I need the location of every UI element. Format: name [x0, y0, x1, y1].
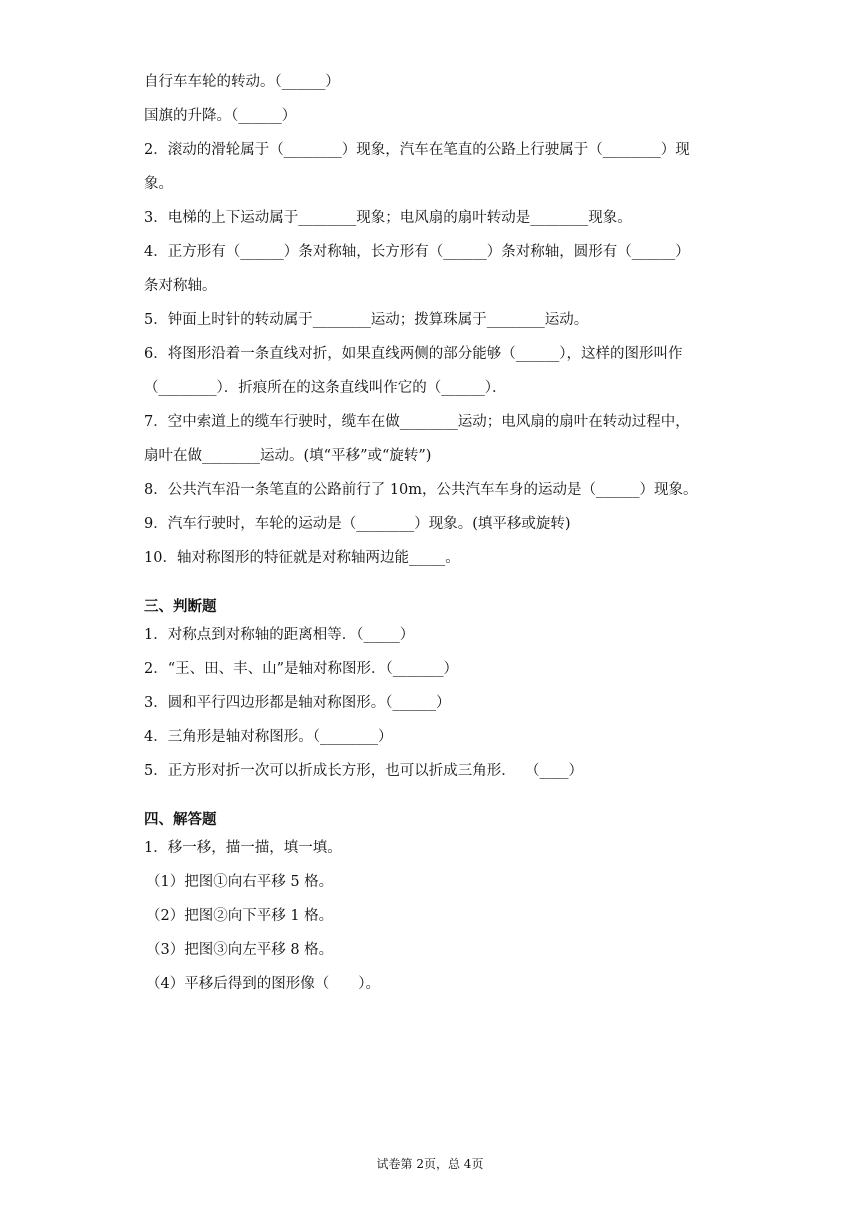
question-line: 6．将图形沿着一条直线对折，如果直线两侧的部分能够（______），这样的图形叫作: [144, 346, 683, 362]
question-line: 5．钟面上时针的转动属于________运动；拨算珠属于________运动。: [144, 312, 589, 328]
question-line: 4．正方形有（______）条对称轴，长方形有（______）条对称轴，圆形有（______）: [144, 244, 690, 260]
answer-subitem: （1）把图①向右平移 5 格。: [146, 874, 334, 890]
section-heading-answer: 四、解答题: [144, 811, 217, 828]
judgement-item: 4．三角形是轴对称图形。（________）: [144, 729, 393, 745]
judgement-item: 5．正方形对折一次可以折成长方形，也可以折成三角形． （____）: [144, 763, 583, 779]
question-line: 9．汽车行驶时，车轮的运动是（________）现象。(填平移或旋转): [144, 516, 571, 532]
answer-item: 1．移一移，描一描，填一填。: [144, 840, 342, 856]
page-footer: 试卷第 2页，总 4页: [376, 1157, 484, 1171]
judgement-item: 3．圆和平行四边形都是轴对称图形。（______）: [144, 695, 451, 711]
question-line: 自行车车轮的转动。（______）: [144, 74, 340, 90]
question-line: 10．轴对称图形的特征就是对称轴两边能_____。: [144, 550, 460, 566]
answer-subitem: （2）把图②向下平移 1 格。: [146, 908, 334, 924]
section-heading-judgement: 三、判断题: [144, 598, 217, 615]
question-line: 国旗的升降。（______）: [144, 108, 297, 124]
answer-subitem: （3）把图③向左平移 8 格。: [146, 942, 334, 958]
question-line: 扇叶在做________运动。(填“平移”或“旋转”): [144, 448, 432, 464]
question-line: 象。: [144, 176, 173, 192]
question-line: 7．空中索道上的缆车行驶时，缆车在做________运动；电风扇的扇叶在转动过程中，: [144, 414, 690, 430]
judgement-item: 2．“王、田、丰、山”是轴对称图形．（_______）: [144, 661, 459, 677]
question-line: 2．滚动的滑轮属于（________）现象，汽车在笔直的公路上行驶属于（________）现: [144, 142, 690, 158]
question-line: （________）．折痕所在的这条直线叫作它的（______）．: [144, 380, 507, 396]
answer-subitem: （4）平移后得到的图形像（ ）。: [146, 976, 380, 992]
question-line: 8．公共汽车沿一条笔直的公路前行了 10m，公共汽车车身的运动是（______）现象。: [144, 482, 698, 498]
judgement-item: 1．对称点到对称轴的距离相等．（_____）: [144, 627, 415, 643]
question-line: 3．电梯的上下运动属于________现象；电风扇的扇叶转动是________现象。: [144, 210, 632, 226]
question-line: 条对称轴。: [144, 278, 217, 294]
